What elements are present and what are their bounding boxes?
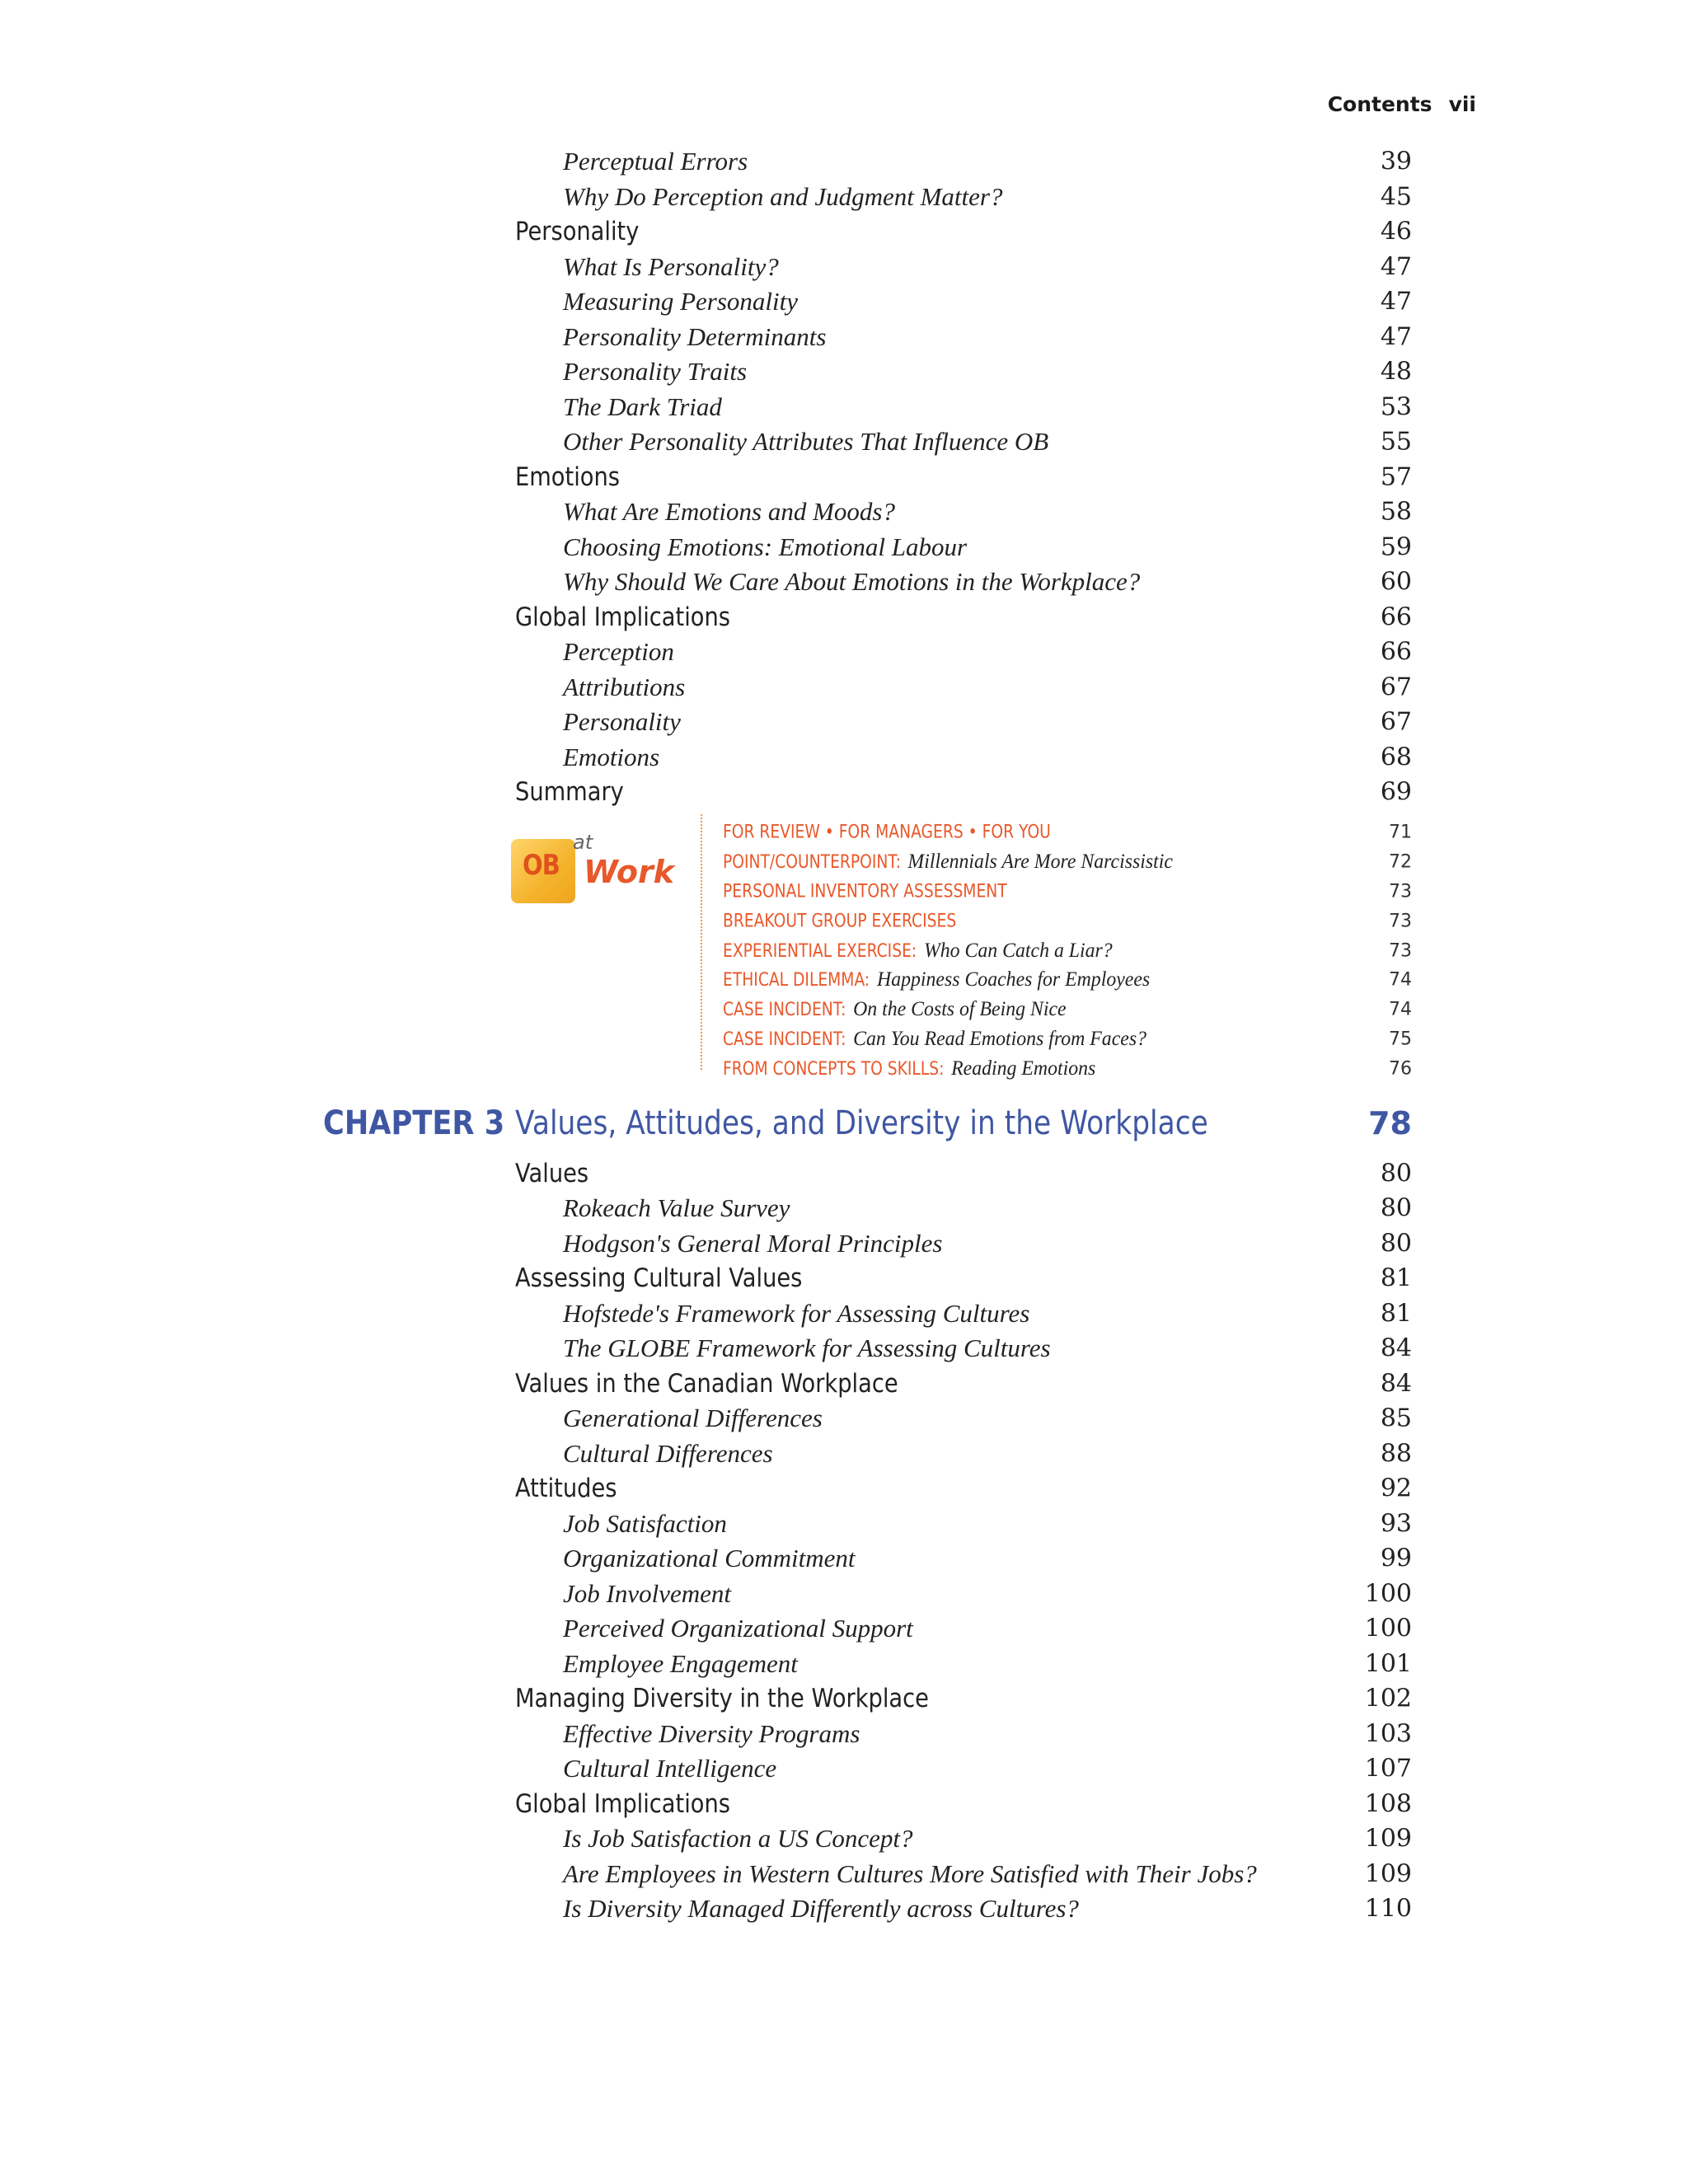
- ob-at-work-item[interactable]: [723, 877, 1412, 907]
- toc-entry-page-number: 60: [1380, 567, 1412, 597]
- toc-entry-title: Cultural Differences: [563, 1438, 773, 1468]
- ob-at-work-item[interactable]: [723, 1054, 1412, 1084]
- toc-subsection-entry[interactable]: [515, 284, 1412, 320]
- toc-section-entry[interactable]: [515, 1156, 1412, 1192]
- toc-entry-page-number: 47: [1380, 322, 1412, 352]
- toc-subsection-entry[interactable]: [515, 1647, 1412, 1682]
- toc-entry-title: What Are Emotions and Moods?: [563, 497, 895, 527]
- ob-item-label: BREAKOUT GROUP EXERCISES: [723, 911, 957, 932]
- toc-section-entry[interactable]: [515, 1681, 1412, 1717]
- toc-entry-title: Personality: [515, 217, 640, 247]
- toc-entry-title: Other Personality Attributes That Influence OB: [563, 427, 1049, 457]
- ob-item-title: On the Costs of Being Nice: [852, 998, 1067, 1021]
- toc-entry-title: Summary: [515, 777, 624, 808]
- toc-subsection-entry[interactable]: [515, 705, 1412, 740]
- toc-entry-title: Perceptual Errors: [563, 147, 748, 176]
- toc-subsection-entry[interactable]: [515, 1436, 1412, 1472]
- toc-entry-title: Is Diversity Managed Differently across Cultures?: [563, 1894, 1079, 1924]
- toc-subsection-entry[interactable]: [515, 1541, 1412, 1577]
- ob-item-title: Can You Read Emotions from Faces?: [852, 1027, 1146, 1050]
- toc-subsection-entry[interactable]: [515, 1331, 1412, 1366]
- toc-entry-title: Hofstede's Framework for Assessing Cultures: [563, 1298, 1030, 1328]
- ob-at-work-item[interactable]: [723, 818, 1412, 848]
- ob-item-label-group: [723, 968, 1150, 991]
- toc-entry-page-number: 57: [1380, 462, 1412, 492]
- ob-item-label-group: [723, 998, 1067, 1021]
- toc-entry-title: Is Job Satisfaction a US Concept?: [563, 1824, 913, 1854]
- toc-entry-page-number: 81: [1380, 1263, 1412, 1293]
- toc-entry-page-number: 102: [1364, 1684, 1412, 1713]
- running-head-page-number: vii: [1448, 92, 1476, 116]
- toc-entry-page-number: 47: [1380, 287, 1412, 316]
- toc-section-entry[interactable]: [515, 1471, 1412, 1507]
- ob-item-label: FROM CONCEPTS TO SKILLS:: [723, 1058, 945, 1080]
- toc-entry-page-number: 66: [1380, 637, 1412, 667]
- toc-section-entry[interactable]: [515, 214, 1412, 250]
- ob-item-label-group: [723, 1027, 1146, 1051]
- toc-entry-page-number: 107: [1364, 1754, 1412, 1783]
- toc-entry-page-number: 92: [1380, 1474, 1412, 1503]
- toc-entry-title: Perceived Organizational Support: [563, 1614, 913, 1643]
- toc-entry-title: Perception: [563, 637, 674, 667]
- ob-at-work-item[interactable]: [723, 995, 1412, 1024]
- toc-subsection-entry[interactable]: [515, 424, 1412, 460]
- toc-entry-title: Cultural Intelligence: [563, 1754, 777, 1783]
- ob-item-label: EXPERIENTIAL EXERCISE:: [723, 940, 917, 962]
- toc-entry-page-number: 67: [1380, 673, 1412, 702]
- toc-entry-title: Employee Engagement: [563, 1648, 798, 1678]
- toc-entry-title: Are Employees in Western Cultures More Satisfied with Their Jobs?: [563, 1858, 1257, 1888]
- toc-section-entry[interactable]: [515, 1787, 1412, 1822]
- ob-item-title: Happiness Coaches for Employees: [876, 968, 1150, 991]
- toc-entry-page-number: 101: [1364, 1649, 1412, 1679]
- toc-entry-page-number: 68: [1380, 743, 1412, 772]
- toc-entry-page-number: 103: [1364, 1719, 1412, 1749]
- toc-entry-page-number: 48: [1380, 357, 1412, 387]
- ob-item-label: CASE INCIDENT:: [723, 1000, 846, 1021]
- ob-item-label-group: [723, 823, 1051, 843]
- ob-item-label-group: [723, 851, 1174, 874]
- chapter-title: Values, Attitudes, and Diversity in the Workplace: [515, 1104, 1208, 1142]
- ob-logo-work: Work: [584, 853, 674, 890]
- ob-at-work-block: [515, 810, 1412, 1082]
- ob-at-work-list: [723, 818, 1412, 1084]
- toc-subsection-entry[interactable]: [515, 1751, 1412, 1787]
- ob-item-page-number: 73: [1389, 881, 1412, 902]
- toc-entry-page-number: 80: [1380, 1229, 1412, 1258]
- toc-entry-page-number: 108: [1364, 1789, 1412, 1819]
- toc-entry-page-number: 67: [1380, 707, 1412, 737]
- toc-entry-page-number: 85: [1380, 1404, 1412, 1433]
- toc-entry-page-number: 45: [1380, 182, 1412, 212]
- toc-subsection-entry[interactable]: [515, 670, 1412, 705]
- toc-entry-title: Measuring Personality: [563, 287, 798, 316]
- toc-entry-page-number: 46: [1380, 217, 1412, 246]
- toc-entry-page-number: 110: [1364, 1894, 1412, 1924]
- ob-item-page-number: 73: [1389, 911, 1412, 932]
- toc-entry-title: Job Satisfaction: [563, 1508, 727, 1538]
- toc-entry-title: Personality Determinants: [563, 321, 827, 351]
- ob-item-page-number: 75: [1389, 1029, 1412, 1050]
- toc-subsection-entry[interactable]: [515, 530, 1412, 565]
- toc-subsection-entry[interactable]: [515, 180, 1412, 215]
- ob-item-title: Reading Emotions: [950, 1057, 1096, 1080]
- toc-entry-page-number: 39: [1380, 147, 1412, 176]
- toc-subsection-entry[interactable]: [515, 1717, 1412, 1752]
- chapter-heading[interactable]: [323, 1090, 1412, 1156]
- ob-item-label: PERSONAL INVENTORY ASSESSMENT: [723, 881, 1007, 902]
- toc-subsection-entry[interactable]: [515, 494, 1412, 530]
- toc-section-entry[interactable]: [515, 600, 1412, 635]
- ob-item-label-group: [723, 881, 1007, 902]
- ob-at-work-logo: [511, 831, 692, 907]
- toc-entry-page-number: 109: [1364, 1859, 1412, 1889]
- ob-item-label: CASE INCIDENT:: [723, 1029, 846, 1050]
- toc-subsection-entry[interactable]: [515, 250, 1412, 285]
- ob-logo-letters: OB: [523, 848, 560, 882]
- toc-section-before: [515, 144, 1412, 810]
- toc-subsection-entry[interactable]: [515, 354, 1412, 390]
- ob-item-label-group: [723, 1057, 1096, 1080]
- toc-entry-title: Emotions: [563, 742, 660, 771]
- toc-entry-title: Choosing Emotions: Emotional Labour: [563, 532, 968, 561]
- toc-entry-page-number: 84: [1380, 1369, 1412, 1399]
- toc-section-entry[interactable]: [515, 1366, 1412, 1402]
- ob-item-label-group: [723, 911, 956, 931]
- ob-item-page-number: 74: [1389, 999, 1412, 1020]
- toc-subsection-entry[interactable]: [515, 1191, 1412, 1226]
- toc-entry-title: What Is Personality?: [563, 251, 779, 281]
- toc-entry-title: Personality: [563, 707, 681, 737]
- toc-entry-page-number: 84: [1380, 1333, 1412, 1363]
- toc-section-entry[interactable]: [515, 1261, 1412, 1296]
- toc-entry-page-number: 100: [1364, 1579, 1412, 1609]
- toc-entry-title: Hodgson's General Moral Principles: [563, 1228, 943, 1258]
- ob-at-work-item[interactable]: [723, 847, 1412, 877]
- toc-entry-title: Attitudes: [515, 1474, 617, 1504]
- toc-entry-title: Values in the Canadian Workplace: [515, 1368, 898, 1399]
- toc-entry-title: Personality Traits: [563, 357, 748, 387]
- toc-entry-title: Assessing Cultural Values: [515, 1263, 803, 1294]
- toc-subsection-entry[interactable]: [515, 320, 1412, 355]
- toc-subsection-entry[interactable]: [515, 635, 1412, 670]
- toc-entry-title: The GLOBE Framework for Assessing Cultures: [563, 1333, 1051, 1363]
- ob-item-page-number: 72: [1389, 851, 1412, 873]
- toc-entry-page-number: 58: [1380, 497, 1412, 527]
- toc-entry-title: Global Implications: [515, 602, 730, 632]
- ob-item-page-number: 76: [1389, 1058, 1412, 1080]
- toc-subsection-entry[interactable]: [515, 1577, 1412, 1612]
- toc-entry-page-number: 109: [1364, 1824, 1412, 1854]
- toc-entry-page-number: 99: [1380, 1544, 1412, 1573]
- toc-subsection-entry[interactable]: [515, 1821, 1412, 1857]
- toc-entry-page-number: 93: [1380, 1509, 1412, 1539]
- toc-entry-page-number: 55: [1380, 427, 1412, 457]
- ob-item-label: FOR REVIEW • FOR MANAGERS • FOR YOU: [723, 822, 1051, 843]
- toc-entry-title: Rokeach Value Survey: [563, 1193, 790, 1223]
- toc-entry-title: The Dark Triad: [563, 391, 722, 421]
- toc-entry-title: Managing Diversity in the Workplace: [515, 1684, 929, 1714]
- chapter-label: CHAPTER 3: [323, 1104, 505, 1142]
- ob-at-work-item[interactable]: [723, 907, 1412, 936]
- toc-entry-page-number: 81: [1380, 1299, 1412, 1329]
- toc-subsection-entry[interactable]: [515, 1891, 1412, 1927]
- toc-subsection-entry[interactable]: [515, 1857, 1412, 1892]
- toc-entry-page-number: 53: [1380, 392, 1412, 422]
- toc-entry-page-number: 80: [1380, 1159, 1412, 1188]
- toc-entry-page-number: 59: [1380, 532, 1412, 562]
- toc-entry-page-number: 100: [1364, 1614, 1412, 1643]
- toc-section-entry[interactable]: [515, 775, 1412, 810]
- toc-subsection-entry[interactable]: [515, 390, 1412, 425]
- toc-entry-page-number: 66: [1380, 602, 1412, 632]
- toc-subsection-entry[interactable]: [515, 1226, 1412, 1262]
- ob-item-page-number: 73: [1389, 940, 1412, 962]
- toc-entry-page-number: 88: [1380, 1439, 1412, 1469]
- toc-section-entry[interactable]: [515, 460, 1412, 495]
- ob-item-page-number: 71: [1389, 822, 1412, 843]
- running-head-section: Contents: [1327, 92, 1432, 116]
- toc-subsection-entry[interactable]: [515, 1507, 1412, 1542]
- toc-entry-title: Generational Differences: [563, 1404, 823, 1433]
- toc-subsection-entry[interactable]: [515, 1401, 1412, 1436]
- toc-entry-page-number: 69: [1380, 777, 1412, 807]
- toc-entry-title: Effective Diversity Programs: [563, 1718, 860, 1748]
- toc-entry-title: Job Involvement: [563, 1578, 731, 1608]
- ob-item-label-group: [723, 939, 1113, 963]
- toc-subsection-entry[interactable]: [515, 565, 1412, 600]
- ob-at-work-item[interactable]: [723, 965, 1412, 995]
- toc-entry-page-number: 47: [1380, 252, 1412, 282]
- toc-entry-title: Emotions: [515, 462, 620, 492]
- toc-subsection-entry[interactable]: [515, 740, 1412, 776]
- ob-item-label: POINT/COUNTERPOINT:: [723, 852, 902, 874]
- toc-entry-title: Values: [515, 1158, 589, 1188]
- ob-item-label: ETHICAL DILEMMA:: [723, 970, 870, 991]
- ob-at-work-item[interactable]: [723, 1024, 1412, 1054]
- ob-at-work-item[interactable]: [723, 936, 1412, 966]
- running-head: [1328, 92, 1476, 116]
- toc-entry-title: Organizational Commitment: [563, 1544, 856, 1573]
- chapter-page-number: 78: [1368, 1104, 1412, 1141]
- toc-entry-page-number: 80: [1380, 1193, 1412, 1223]
- toc-subsection-entry[interactable]: [515, 1611, 1412, 1647]
- toc-entry-title: Why Should We Care About Emotions in the Workplace?: [563, 567, 1141, 597]
- table-of-contents: [323, 144, 1412, 1927]
- toc-entry-title: Attributions: [563, 672, 686, 701]
- toc-subsection-entry[interactable]: [515, 144, 1412, 180]
- toc-entry-title: Global Implications: [515, 1788, 730, 1819]
- toc-subsection-entry[interactable]: [515, 1296, 1412, 1332]
- ob-item-title: Millennials Are More Narcissistic: [907, 851, 1174, 874]
- ob-logo-at: at: [573, 830, 593, 854]
- ob-item-title: Who Can Catch a Liar?: [923, 939, 1113, 962]
- ob-dotted-divider: [701, 814, 702, 1070]
- ob-item-page-number: 74: [1389, 969, 1412, 991]
- toc-section-after: [515, 1156, 1412, 1927]
- toc-entry-title: Why Do Perception and Judgment Matter?: [563, 181, 1003, 211]
